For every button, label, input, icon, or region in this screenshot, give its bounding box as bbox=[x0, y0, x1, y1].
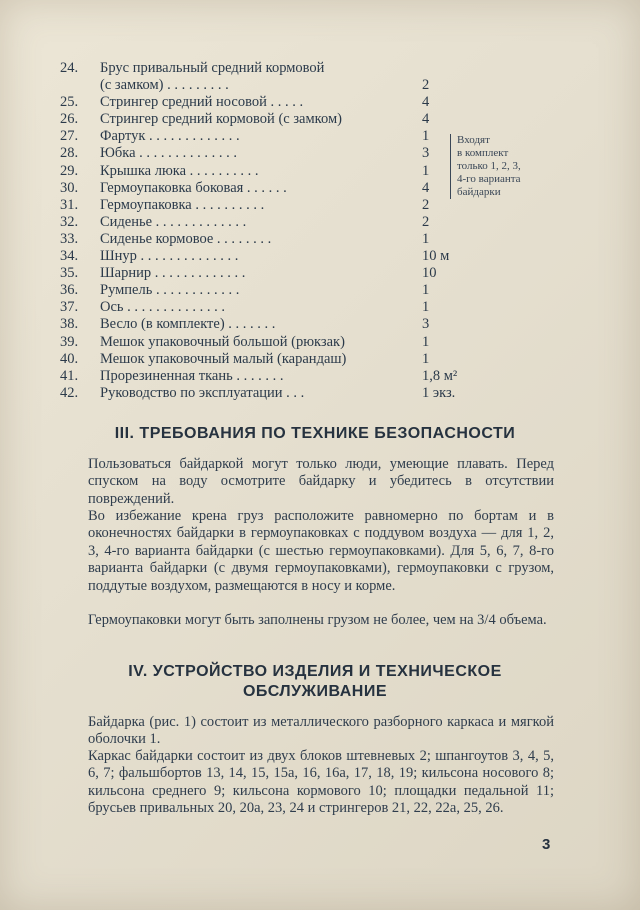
list-item bbox=[60, 145, 480, 162]
item-number: 31. bbox=[60, 196, 79, 213]
item-text: Румпель . . . . . . . . . . . . bbox=[100, 282, 240, 299]
item-qty: 4 bbox=[422, 94, 430, 111]
list-item bbox=[60, 163, 480, 180]
section-3-paragraph-3: Гермоупаковки могут быть заполнены грузом не более, чем на 3/4 объема. bbox=[88, 612, 547, 628]
item-text: Гермоупаковка . . . . . . . . . . bbox=[100, 196, 265, 213]
parts-list bbox=[60, 60, 480, 402]
item-qty: 1 bbox=[422, 162, 430, 179]
item-qty: 1 bbox=[422, 128, 430, 145]
item-qty: 1 экз. bbox=[422, 384, 456, 401]
list-item bbox=[60, 60, 480, 77]
list-item bbox=[60, 248, 480, 265]
list-item bbox=[60, 77, 480, 94]
section-4-heading-line-2: ОБСЛУЖИВАНИЕ bbox=[242, 683, 388, 700]
item-qty: 1 bbox=[422, 333, 430, 350]
item-number: 40. bbox=[60, 350, 79, 367]
item-number: 29. bbox=[60, 162, 79, 179]
item-number: 30. bbox=[60, 179, 79, 196]
list-item bbox=[60, 299, 480, 316]
item-number: 25. bbox=[60, 94, 79, 111]
item-qty: 4 bbox=[422, 179, 430, 196]
list-item bbox=[60, 231, 480, 248]
item-qty: 1 bbox=[422, 230, 430, 247]
section-3-heading: III. ТРЕБОВАНИЯ ПО ТЕХНИКЕ БЕЗОПАСНОСТИ bbox=[114, 425, 516, 442]
item-number: 24. bbox=[60, 60, 79, 76]
item-number: 42. bbox=[60, 384, 79, 401]
item-text: (с замком) . . . . . . . . . bbox=[100, 77, 229, 94]
item-text: Ось . . . . . . . . . . . . . . bbox=[100, 299, 226, 316]
list-item bbox=[60, 385, 480, 402]
list-item bbox=[60, 265, 480, 282]
side-note-line: байдарки bbox=[457, 186, 501, 198]
kit-side-note bbox=[450, 134, 567, 199]
list-item bbox=[60, 197, 480, 214]
item-text: Весло (в комплекте) . . . . . . . bbox=[100, 316, 276, 333]
item-qty: 1 bbox=[422, 282, 430, 299]
item-text: Прорезиненная ткань . . . . . . . bbox=[100, 367, 284, 384]
item-qty: 1,8 м² bbox=[422, 367, 458, 384]
item-qty: 2 bbox=[422, 196, 430, 213]
item-text: Гермоупаковка боковая . . . . . . bbox=[100, 179, 287, 196]
list-item bbox=[60, 128, 480, 145]
item-text: Шнур . . . . . . . . . . . . . . bbox=[100, 248, 239, 265]
item-text: Сиденье кормовое . . . . . . . . bbox=[100, 230, 272, 247]
item-number: 34. bbox=[60, 248, 79, 265]
section-4-paragraph-1: Байдарка (рис. 1) состоит из металлического разборного каркаса и мягкой оболочки 1. bbox=[88, 714, 554, 748]
item-qty: 3 bbox=[422, 316, 430, 333]
item-text: Стрингер средний кормовой (с замком) bbox=[100, 111, 342, 128]
item-text: Фартук . . . . . . . . . . . . . bbox=[100, 128, 240, 145]
item-text: Мешок упаковочный большой (рюкзак) bbox=[100, 333, 345, 350]
side-note-line: только 1, 2, 3, bbox=[457, 160, 521, 172]
item-text: Стрингер средний носовой . . . . . bbox=[100, 94, 304, 111]
section-3-paragraph-2: Во избежание крена груз расположите равномерно по бортам и в оконечностях байдарки в гермоупаковках с поддувом воздуха — для 1, 2, 3, 4-го варианта байдарки (с шестью гермоупаковками). Для 5, 6, 7, 8-го варианта байдарки (с двумя гермоупаковками), гермоупаковки с грузом, поддутые воздухом, размещаются в носу и корме. bbox=[88, 508, 554, 594]
item-number: 33. bbox=[60, 230, 79, 247]
item-number: 35. bbox=[60, 265, 79, 282]
item-qty: 1 bbox=[422, 299, 430, 316]
item-text: Мешок упаковочный малый (карандаш) bbox=[100, 350, 347, 367]
item-number: 41. bbox=[60, 367, 79, 384]
item-number: 36. bbox=[60, 282, 79, 299]
item-text: Шарнир . . . . . . . . . . . . . bbox=[100, 265, 246, 282]
side-note-line: Входят bbox=[457, 134, 490, 146]
item-number: 38. bbox=[60, 316, 79, 333]
item-number: 39. bbox=[60, 333, 79, 350]
list-item bbox=[60, 334, 480, 351]
side-note-line: в комплект bbox=[457, 147, 509, 159]
item-text: Брус привальный средний кормовой bbox=[100, 60, 325, 76]
item-qty: 10 bbox=[422, 265, 437, 282]
list-item bbox=[60, 282, 480, 299]
item-qty: 4 bbox=[422, 111, 430, 128]
item-text: Руководство по эксплуатации . . . bbox=[100, 384, 305, 401]
page-number: 3 bbox=[542, 836, 551, 853]
section-3-paragraph-1: Пользоваться байдаркой могут только люди, умеющие плавать. Перед спуском на воду осмотрите байдарку и убедитесь в отсутствии повреждений. bbox=[88, 456, 554, 507]
list-item bbox=[60, 214, 480, 231]
item-number: 28. bbox=[60, 145, 79, 162]
list-item bbox=[60, 111, 480, 128]
list-item bbox=[60, 180, 480, 197]
section-4-heading-line-1: IV. УСТРОЙСТВО ИЗДЕЛИЯ И ТЕХНИЧЕСКОЕ bbox=[128, 663, 502, 680]
list-item bbox=[60, 94, 480, 111]
item-text: Юбка . . . . . . . . . . . . . . bbox=[100, 145, 238, 162]
item-qty: 3 bbox=[422, 145, 430, 162]
item-text: Сиденье . . . . . . . . . . . . . bbox=[100, 213, 247, 230]
item-number: 27. bbox=[60, 128, 79, 145]
item-qty: 1 bbox=[422, 350, 430, 367]
item-text: Крышка люка . . . . . . . . . . bbox=[100, 162, 259, 179]
item-qty: 2 bbox=[422, 213, 430, 230]
list-item bbox=[60, 368, 480, 385]
item-number: 37. bbox=[60, 299, 79, 316]
list-item bbox=[60, 316, 480, 333]
side-note-line: 4-го варианта bbox=[457, 173, 521, 185]
item-qty: 10 м bbox=[422, 248, 450, 265]
list-item bbox=[60, 351, 480, 368]
item-number: 32. bbox=[60, 213, 79, 230]
item-qty: 2 bbox=[422, 77, 430, 94]
section-4-paragraph-2: Каркас байдарки состоит из двух блоков штевневых 2; шпангоутов 3, 4, 5, 6, 7; фальшбортов 13, 14, 15, 15а, 16, 16а, 17, 18, 19; кильсона носового 8; кильсона среднего 9; кильсона кормового 10; площадки педальной 11; брусьев привальных 20, 20а, 23, 24 и стрингеров 21, 22, 22а, 25, 26. bbox=[88, 748, 554, 817]
item-number: 26. bbox=[60, 111, 79, 128]
